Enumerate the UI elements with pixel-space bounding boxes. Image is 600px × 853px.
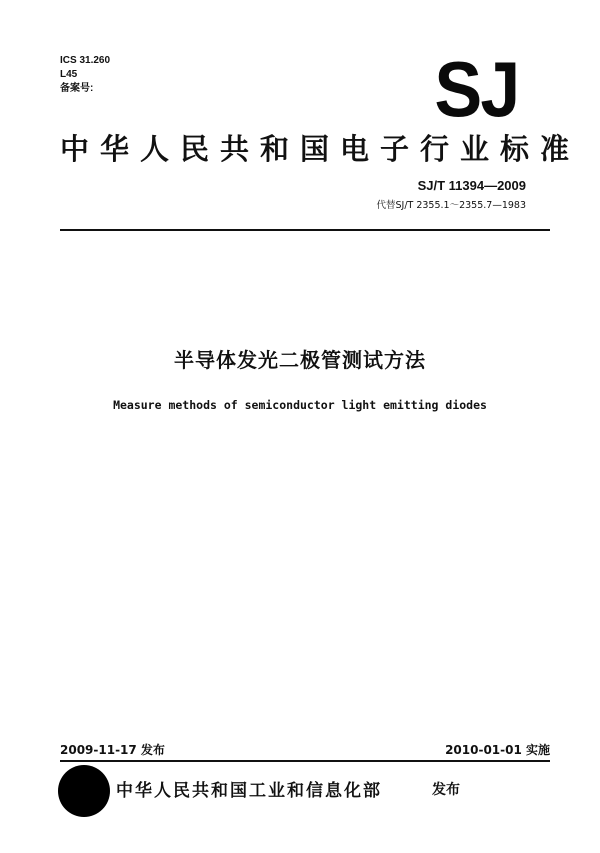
publisher-name: 中华人民共和国工业和信息化部	[116, 781, 382, 801]
sj-logo: SJ	[433, 45, 518, 133]
top-divider	[60, 229, 550, 231]
replaces-standard: 代替SJ/T 2355.1～2355.7—1983	[376, 200, 526, 211]
publisher-suffix: 发布	[432, 782, 460, 798]
document-title-en: Measure methods of semiconductor light emitting diodes	[113, 398, 487, 412]
filing-number-label: 备案号:	[60, 83, 94, 94]
implementation-date: 2010-01-01 实施	[445, 743, 550, 757]
issue-date: 2009-11-17 发布	[60, 743, 165, 757]
document-title-cn: 半导体发光二极管测试方法	[174, 348, 426, 372]
bottom-divider	[60, 760, 550, 762]
standard-category-title: 中华人民共和国电子行业标准	[60, 132, 581, 166]
ics-code: ICS 31.260	[60, 55, 111, 66]
standard-code: SJ/T 11394—2009	[417, 178, 526, 193]
publisher-seal-icon	[58, 765, 110, 817]
classification-code: L45	[60, 69, 78, 80]
